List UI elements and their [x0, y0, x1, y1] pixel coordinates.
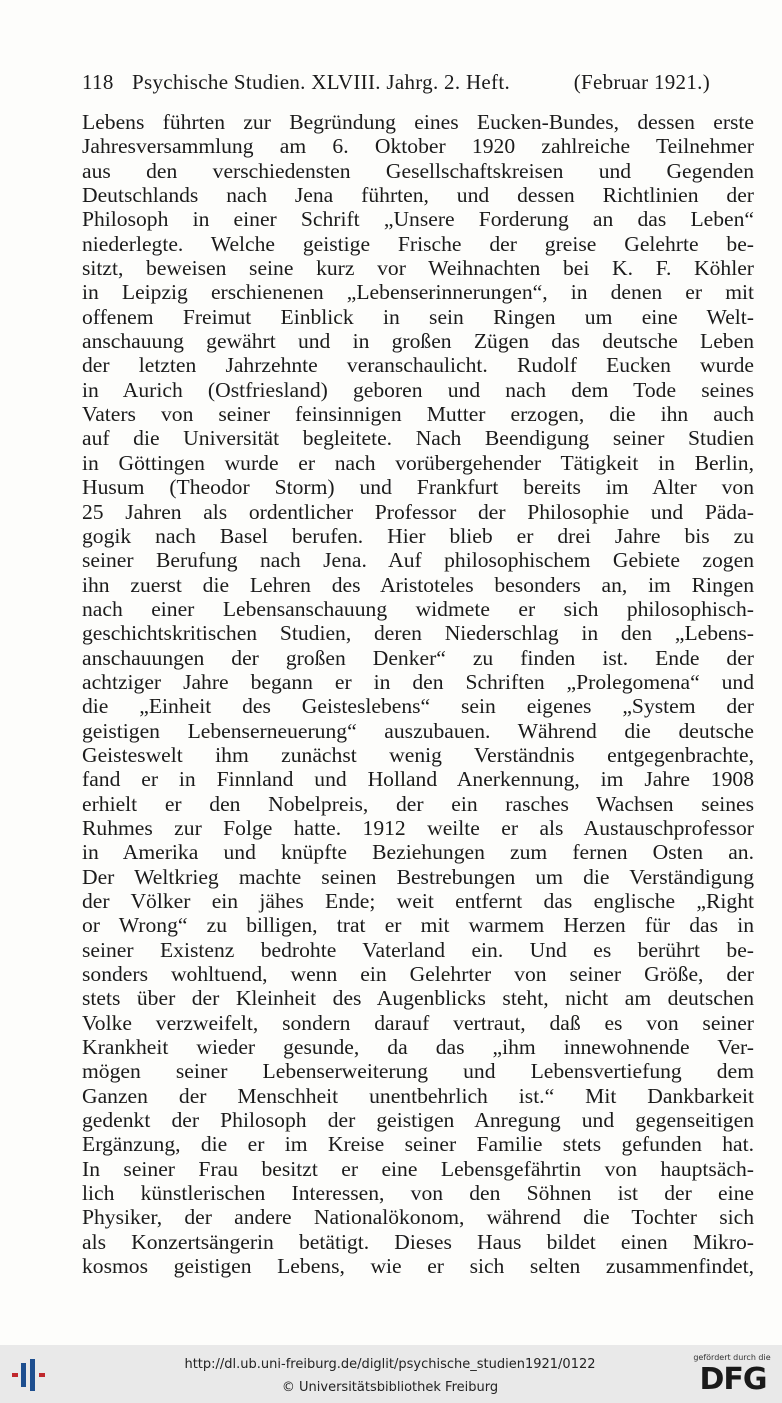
text-line: gogik nach Basel berufen. Hier blieb er drei Jahre bis zu — [82, 523, 754, 548]
text-line: erhielt er den Nobelpreis, der ein rasches Wachsen seines — [82, 791, 754, 816]
text-line: Geisteswelt ihm zunächst wenig Verständnis entgegenbrachte, — [82, 742, 754, 767]
text-line: 25 Jahren als ordentlicher Professor der Philosophie und Päda- — [82, 499, 754, 524]
dfg-logo: DFG — [699, 1362, 767, 1397]
text-line: In seiner Frau besitzt er eine Lebensgefährtin von hauptsäch- — [82, 1156, 754, 1181]
source-url[interactable]: http://dl.ub.uni-freiburg.de/diglit/psychische_studien1921/0122 — [184, 1357, 596, 1372]
text-line: niederlegte. Welche geistige Frische der greise Gelehrte be- — [82, 231, 754, 256]
text-line: der Völker ein jähes Ende; weit entfernt das englische „Right — [82, 889, 754, 913]
text-line: achtziger Jahre begann er in den Schriften „Prolegomena“ und — [82, 669, 754, 694]
page-number: 118 — [82, 70, 114, 94]
text-line: der letzten Jahrzehnte veranschaulicht. Rudolf Eucken wurde — [82, 353, 754, 378]
text-line: aus den verschiedensten Gesellschaftskreisen und Gegenden — [82, 158, 754, 183]
text-line: auf die Universität begleitete. Nach Beendigung seiner Studien — [82, 426, 754, 451]
text-line: in Leipzig erschienenen „Lebenserinnerungen“, in denen er mit — [82, 280, 754, 305]
text-line: in Göttingen wurde er nach vorübergehender Tätigkeit in Berlin, — [82, 450, 754, 475]
text-line: sonders wohltuend, wenn ein Gelehrter von seiner Größe, der — [82, 962, 754, 987]
text-line: Jahresversammlung am 6. Oktober 1920 zahlreiche Teilnehmer — [82, 134, 754, 159]
text-line: Vaters von seiner feinsinnigen Mutter erzogen, die ihn auch — [82, 402, 754, 427]
text-line: Volke verzweifelt, sondern darauf vertraut, daß es von seiner — [82, 1010, 754, 1035]
copyright-notice: © Universitätsbibliothek Freiburg — [281, 1380, 499, 1395]
text-line: Lebens führten zur Begründung eines Eucken-Bundes, dessen erste — [82, 110, 754, 134]
text-line: geistigen Lebenserneuerung“ auszubauen. Während die deutsche — [82, 718, 754, 743]
text-line: lich künstlerischen Interessen, von den Söhnen ist der eine — [82, 1181, 754, 1206]
text-line: Philosoph in einer Schrift „Unsere Forderung an das Leben“ — [82, 207, 754, 232]
footer-bar — [0, 1345, 782, 1403]
text-line: Husum (Theodor Storm) und Frankfurt bereits im Alter von — [82, 475, 754, 500]
text-line: nach einer Lebensanschauung widmete er sich philosophisch- — [82, 596, 754, 621]
text-line: Ruhmes zur Folge hatte. 1912 weilte er als Austauschprofessor — [82, 815, 754, 840]
text-line: seiner Existenz bedrohte Vaterland ein. Und es berührt be- — [82, 937, 754, 962]
text-line: Krankheit wieder gesunde, da das „ihm innewohnende Ver- — [82, 1035, 754, 1060]
text-line: anschauung gewährt und in großen Zügen das deutsche Leben — [82, 329, 754, 354]
text-line: geschichtskritischen Studien, deren Niederschlag in den „Lebens- — [82, 621, 754, 646]
running-title: Psychische Studien. XLVIII. Jahrg. 2. Heft. — [132, 70, 511, 94]
text-line: mögen seiner Lebenserweiterung und Lebensvertiefung dem — [82, 1059, 754, 1084]
text-line: anschauungen der großen Denker“ zu finden ist. Ende der — [82, 645, 754, 670]
text-line: Deutschlands nach Jena führten, und dessen Richtlinien der — [82, 183, 754, 208]
text-line: gedenkt der Philosoph der geistigen Anregung und gegenseitigen — [82, 1108, 754, 1133]
ub-freiburg-logo-icon — [10, 1357, 50, 1393]
text-line: fand er in Finnland und Holland Anerkennung, im Jahre 1908 — [82, 767, 754, 792]
sponsor-caption: gefördert durch die — [693, 1353, 771, 1362]
text-line: stets über der Kleinheit des Augenblicks steht, nicht am deutschen — [82, 986, 754, 1011]
text-line: Physiker, der andere Nationalökonom, während die Tochter sich — [82, 1205, 754, 1230]
text-line: in Aurich (Ostfriesland) geboren und nach dem Tode seines — [82, 377, 754, 402]
text-line: or Wrong“ zu billigen, trat er mit warmem Herzen für das in — [82, 913, 754, 938]
text-line: Der Weltkrieg machte seinen Bestrebungen um die Verständigung — [82, 864, 754, 889]
body-text — [82, 110, 754, 1279]
text-line: Ganzen der Menschheit unentbehrlich ist.“ Mit Dankbarkeit — [82, 1083, 754, 1108]
text-line: die „Einheit des Geisteslebens“ sein eigenes „System der — [82, 694, 754, 719]
running-header — [82, 70, 710, 100]
text-line: seiner Berufung nach Jena. Auf philosophischem Gebiete zogen — [82, 548, 754, 573]
text-line: kosmos geistigen Lebens, wie er sich selten zusammenfindet, — [82, 1254, 754, 1279]
text-line: ihn zuerst die Lehren des Aristoteles besonders an, im Ringen — [82, 572, 754, 597]
text-line: als Konzertsängerin betätigt. Dieses Haus bildet einen Mikro- — [82, 1229, 754, 1254]
text-line: offenem Freimut Einblick in sein Ringen um eine Welt- — [82, 304, 754, 329]
text-line: Ergänzung, die er im Kreise seiner Familie stets gefunden hat. — [82, 1132, 754, 1157]
text-line: in Amerika und knüpfte Beziehungen zum fernen Osten an. — [82, 840, 754, 865]
issue-date: (Februar 1921.) — [573, 70, 710, 94]
text-line: sitzt, beweisen seine kurz vor Weihnachten bei K. F. Köhler — [82, 256, 754, 281]
